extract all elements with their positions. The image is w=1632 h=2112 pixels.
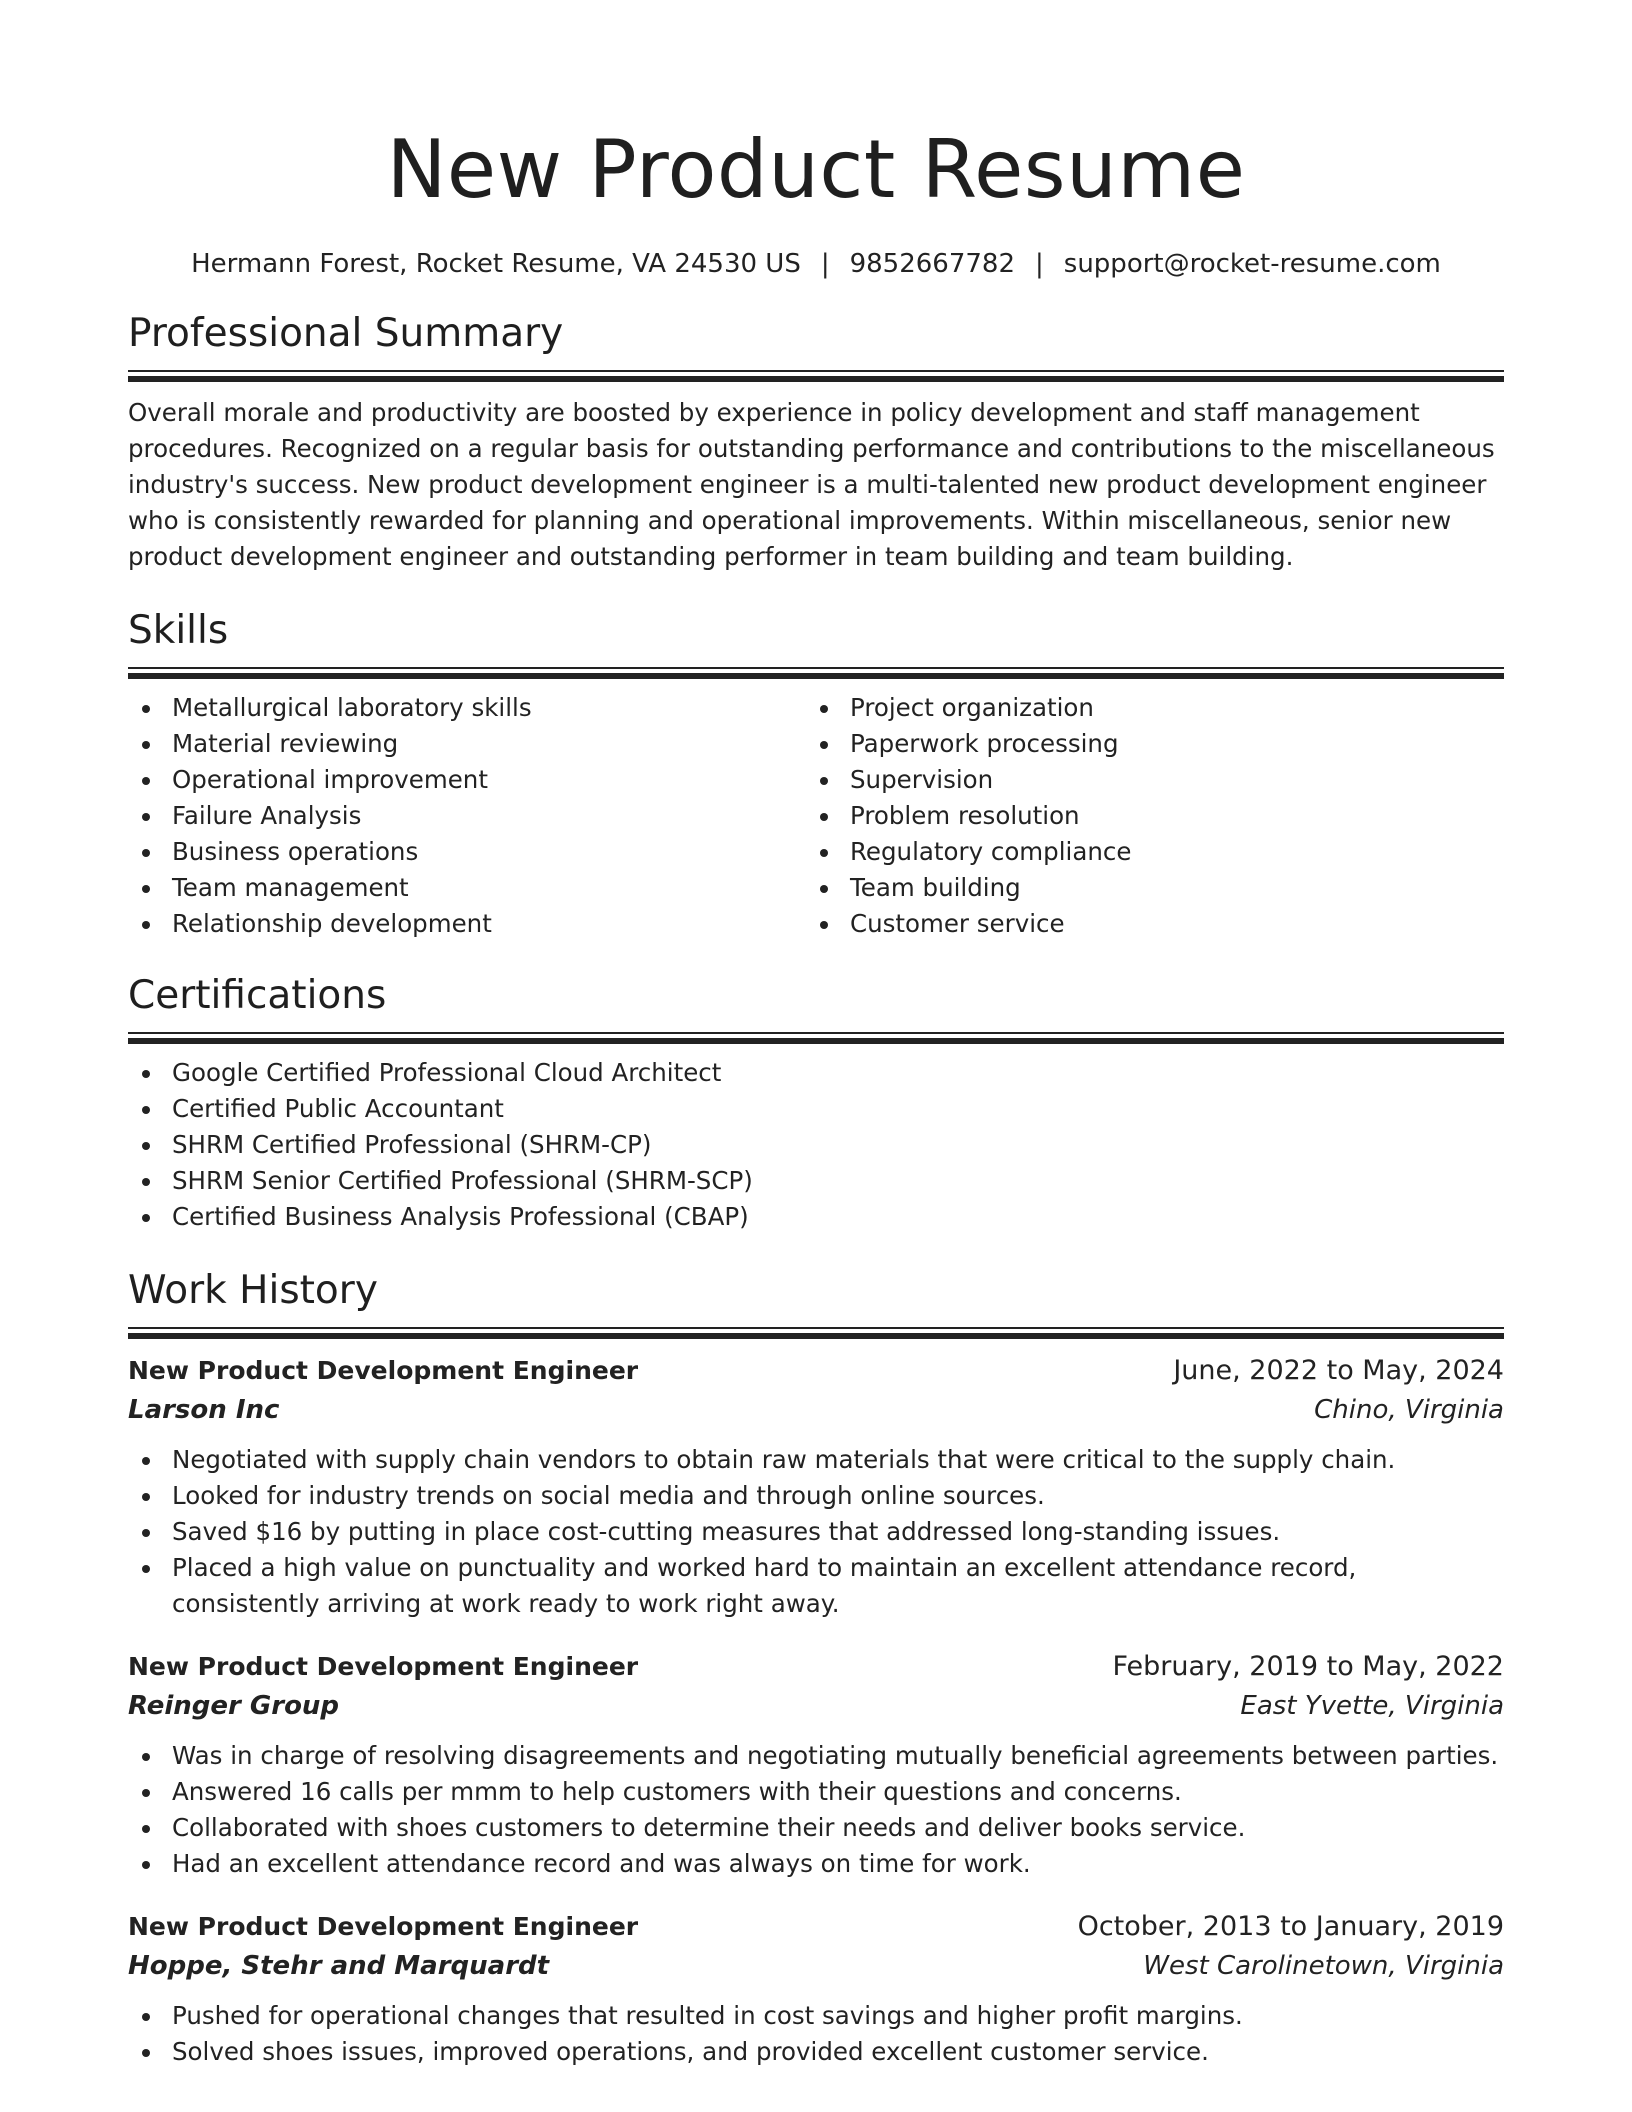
job-bullet: Answered 16 calls per mmm to help customers with their questions and concerns. — [128, 1774, 1504, 1810]
work-history-section — [128, 1265, 1504, 2070]
job-bullet-list — [128, 1738, 1504, 1882]
job-subheader — [128, 1946, 1504, 1986]
job-title: New Product Development Engineer — [128, 1356, 639, 1385]
section-divider — [128, 1032, 1504, 1043]
contact-phone: 9852667782 — [849, 249, 1016, 279]
job-company: Larson Inc — [128, 1395, 280, 1425]
contact-separator: | — [820, 249, 830, 279]
certification-item: SHRM Senior Certified Professional (SHRM-SCP) — [128, 1163, 1504, 1199]
job-bullet: Collaborated with shoes customers to determine their needs and deliver books service. — [128, 1810, 1504, 1846]
skills-heading: Skills — [128, 608, 229, 653]
job-header — [128, 1908, 1504, 1946]
skills-section — [128, 605, 1504, 942]
job-header — [128, 1648, 1504, 1686]
skills-list-right — [806, 690, 1484, 942]
certification-item: Google Certified Professional Cloud Architect — [128, 1055, 1504, 1091]
job-title: New Product Development Engineer — [128, 1652, 639, 1681]
certification-item: SHRM Certified Professional (SHRM-CP) — [128, 1127, 1504, 1163]
job-bullet: Solved shoes issues, improved operations, and provided excellent customer service. — [128, 2034, 1504, 2070]
skill-item: Project organization — [806, 690, 1484, 726]
job-bullet: Pushed for operational changes that resulted in cost savings and higher profit margins. — [128, 1998, 1504, 2034]
skill-item: Operational improvement — [128, 762, 806, 798]
job-dates: October, 2013 to January, 2019 — [1077, 1911, 1504, 1942]
contact-address: Hermann Forest, Rocket Resume, VA 24530 US — [191, 249, 801, 279]
work-history-heading: Work History — [128, 1268, 378, 1313]
section-divider — [128, 1327, 1504, 1338]
job-bullet: Looked for industry trends on social media and through online sources. — [128, 1478, 1504, 1514]
contact-email: support@rocket-resume.com — [1063, 249, 1441, 279]
certification-item: Certified Business Analysis Professional (CBAP) — [128, 1199, 1504, 1235]
section-divider — [128, 370, 1504, 381]
job-dates: June, 2022 to May, 2024 — [1173, 1355, 1504, 1386]
resume-page — [128, 0, 1504, 2070]
job-bullet: Was in charge of resolving disagreements and negotiating mutually beneficial agreements between parties. — [128, 1738, 1504, 1774]
job-entry — [128, 1352, 1504, 1622]
skill-item: Problem resolution — [806, 798, 1484, 834]
skill-item: Relationship development — [128, 906, 806, 942]
skill-item: Supervision — [806, 762, 1484, 798]
summary-text: Overall morale and productivity are boosted by experience in policy development and staff management procedures. Recognized on a regular basis for outstanding performance and contributions to the miscellaneous industry's success. New product development engineer is a multi-talented new product development engineer who is consistently rewarded for planning and operational improvements. Within miscellaneous, senior new product development engineer and outstanding performer in team building and team building. — [128, 398, 1495, 571]
skill-item: Metallurgical laboratory skills — [128, 690, 806, 726]
job-company: Reinger Group — [128, 1691, 340, 1721]
certification-item: Certified Public Accountant — [128, 1091, 1504, 1127]
certifications-list — [128, 1055, 1504, 1235]
job-bullet-list — [128, 1442, 1504, 1622]
skill-item: Business operations — [128, 834, 806, 870]
skills-list-left — [128, 690, 806, 942]
skill-item: Paperwork processing — [806, 726, 1484, 762]
job-location: Chino, Virginia — [1314, 1395, 1504, 1425]
certifications-section — [128, 970, 1504, 1235]
job-title: New Product Development Engineer — [128, 1912, 639, 1941]
skill-item: Failure Analysis — [128, 798, 806, 834]
skill-item: Team management — [128, 870, 806, 906]
certifications-heading: Certifications — [128, 973, 387, 1018]
job-bullet: Saved $16 by putting in place cost-cutting measures that addressed long-standing issues. — [128, 1514, 1504, 1550]
job-subheader — [128, 1390, 1504, 1430]
job-bullet-list — [128, 1998, 1504, 2070]
job-location: West Carolinetown, Virginia — [1143, 1951, 1504, 1981]
skills-columns — [128, 690, 1504, 942]
job-entry — [128, 1908, 1504, 2070]
job-location: East Yvette, Virginia — [1240, 1691, 1504, 1721]
section-divider — [128, 667, 1504, 678]
contact-separator: | — [1035, 249, 1044, 279]
job-company: Hoppe, Stehr and Marquardt — [128, 1951, 550, 1981]
job-dates: February, 2019 to May, 2022 — [1112, 1651, 1504, 1682]
summary-section — [128, 308, 1504, 575]
skill-item: Customer service — [806, 906, 1484, 942]
skill-item: Material reviewing — [128, 726, 806, 762]
job-entry — [128, 1648, 1504, 1882]
summary-heading: Professional Summary — [128, 311, 564, 356]
resume-title: New Product Resume — [386, 123, 1246, 216]
contact-line — [128, 246, 1504, 282]
skill-item: Regulatory compliance — [806, 834, 1484, 870]
job-header — [128, 1352, 1504, 1390]
job-bullet: Negotiated with supply chain vendors to obtain raw materials that were critical to the supply chain. — [128, 1442, 1504, 1478]
job-subheader — [128, 1686, 1504, 1726]
skill-item: Team building — [806, 870, 1484, 906]
job-bullet: Placed a high value on punctuality and worked hard to maintain an excellent attendance record, consistently arriving at work ready to work right away. — [128, 1550, 1504, 1622]
job-bullet: Had an excellent attendance record and was always on time for work. — [128, 1846, 1504, 1882]
